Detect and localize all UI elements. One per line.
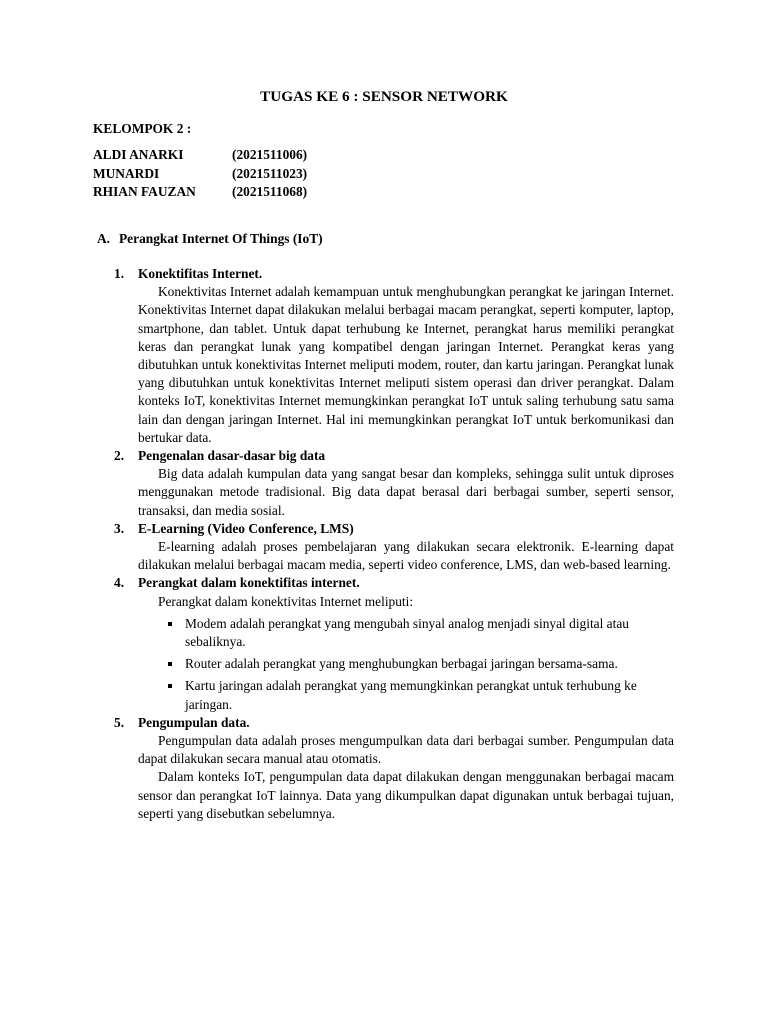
bullet-icon xyxy=(168,622,172,626)
member-row xyxy=(93,165,307,184)
item-heading xyxy=(114,574,674,592)
section-title: Perangkat Internet Of Things (IoT) xyxy=(119,231,323,246)
item-number: 4. xyxy=(114,575,125,591)
member-list xyxy=(93,146,307,202)
item-heading-text: Konektifitas Internet. xyxy=(138,266,263,281)
bullet-list xyxy=(168,615,674,714)
group-label: KELOMPOK 2 : xyxy=(93,121,192,136)
paragraph: E-learning adalah proses pembelajaran yang dilakukan secara elektronik. E-learning dapat dilakukan melalui berbagai macam media, seperti video conference, LMS, dan web-based learning. xyxy=(138,539,674,573)
item-heading-text: Perangkat dalam konektifitas internet. xyxy=(138,575,360,591)
item-body xyxy=(138,538,674,574)
list-item xyxy=(114,714,674,823)
item-number: 2. xyxy=(114,448,125,464)
page-title: TUGAS KE 6 : SENSOR NETWORK xyxy=(260,88,508,105)
member-name: RHIAN FAUZAN xyxy=(93,184,196,199)
member-row xyxy=(93,146,307,165)
bullet-item xyxy=(168,615,685,651)
bullet-item xyxy=(168,655,685,673)
item-number: 5. xyxy=(114,714,125,730)
bullet-item xyxy=(168,677,685,713)
bullet-icon xyxy=(168,662,172,666)
paragraph: Perangkat dalam konektivitas Internet meliputi: xyxy=(158,593,414,609)
member-id: (2021511068) xyxy=(232,184,308,199)
member-name: MUNARDI xyxy=(93,165,160,181)
member-id: (2021511006) xyxy=(232,147,308,162)
member-id: (2021511023) xyxy=(232,165,308,181)
list-item xyxy=(114,447,674,520)
item-heading xyxy=(114,447,674,465)
list-item xyxy=(114,520,674,575)
item-heading xyxy=(114,265,674,283)
list-item xyxy=(114,574,674,713)
member-row xyxy=(93,183,307,202)
item-number: 1. xyxy=(114,266,125,281)
item-heading-text: Pengumpulan data. xyxy=(138,714,250,730)
item-body xyxy=(138,593,674,714)
numbered-list xyxy=(114,265,674,823)
bullet-text: Kartu jaringan adalah perangkat yang memungkinkan perangkat untuk terhubung ke jaringan. xyxy=(185,678,637,712)
list-item xyxy=(114,265,674,447)
item-heading-text: E-Learning (Video Conference, LMS) xyxy=(138,520,354,536)
item-heading-text: Pengenalan dasar-dasar big data xyxy=(138,448,326,464)
item-heading xyxy=(114,520,674,538)
section-letter: A. xyxy=(97,231,111,246)
paragraph: Dalam konteks IoT, pengumpulan data dapat dilakukan dengan menggunakan berbagai macam sensor dan perangkat IoT lainnya. Data yang dikumpulkan dapat digunakan untuk berbagai tujuan, seperti yang disebutkan sebelumnya. xyxy=(138,769,674,821)
item-body xyxy=(138,465,674,520)
paragraph: Pengumpulan data adalah proses mengumpulkan data dari berbagai sumber. Pengumpulan data dapat dilakukan secara manual atau otomatis. xyxy=(138,733,674,767)
item-body xyxy=(138,283,674,447)
item-heading xyxy=(114,714,674,732)
item-body xyxy=(138,732,674,823)
paragraph: Konektivitas Internet adalah kemampuan untuk menghubungkan perangkat ke jaringan Internet. Konektivitas Internet dapat dilakukan melalui berbagai macam perangkat, seperti komputer, laptop, smartphone, dan tablet. Untuk dapat terhubung ke Internet, perangkat harus memiliki perangkat keras dan perangkat lunak yang kompatibel dengan jaringan Internet. Perangkat keras yang dibutuhkan untuk konektivitas Internet meliputi modem, router, dan kartu jaringan. Perangkat lunak yang dibutuhkan untuk konektivitas Internet meliputi sistem operasi dan driver perangkat. Dalam konteks IoT, konektivitas Internet memungkinkan perangkat IoT untuk saling terhubung satu sama lain dan dengan jaringan Internet. Hal ini memungkinkan perangkat IoT untuk berkomunikasi dan bertukar data. xyxy=(138,284,674,445)
item-number: 3. xyxy=(114,520,125,536)
bullet-text: Router adalah perangkat yang menghubungkan berbagai jaringan bersama-sama. xyxy=(185,656,618,672)
section-heading xyxy=(97,230,323,248)
bullet-text: Modem adalah perangkat yang mengubah sinyal analog menjadi sinyal digital atau sebaliknya. xyxy=(185,615,629,650)
paragraph: Big data adalah kumpulan data yang sangat besar dan kompleks, sehingga sulit untuk diproses menggunakan metode tradisional. Big data dapat berasal dari berbagai sumber, seperti sensor, transaksi, dan media sosial. xyxy=(138,466,674,518)
member-name: ALDI ANARKI xyxy=(93,147,184,162)
bullet-icon xyxy=(168,684,172,688)
